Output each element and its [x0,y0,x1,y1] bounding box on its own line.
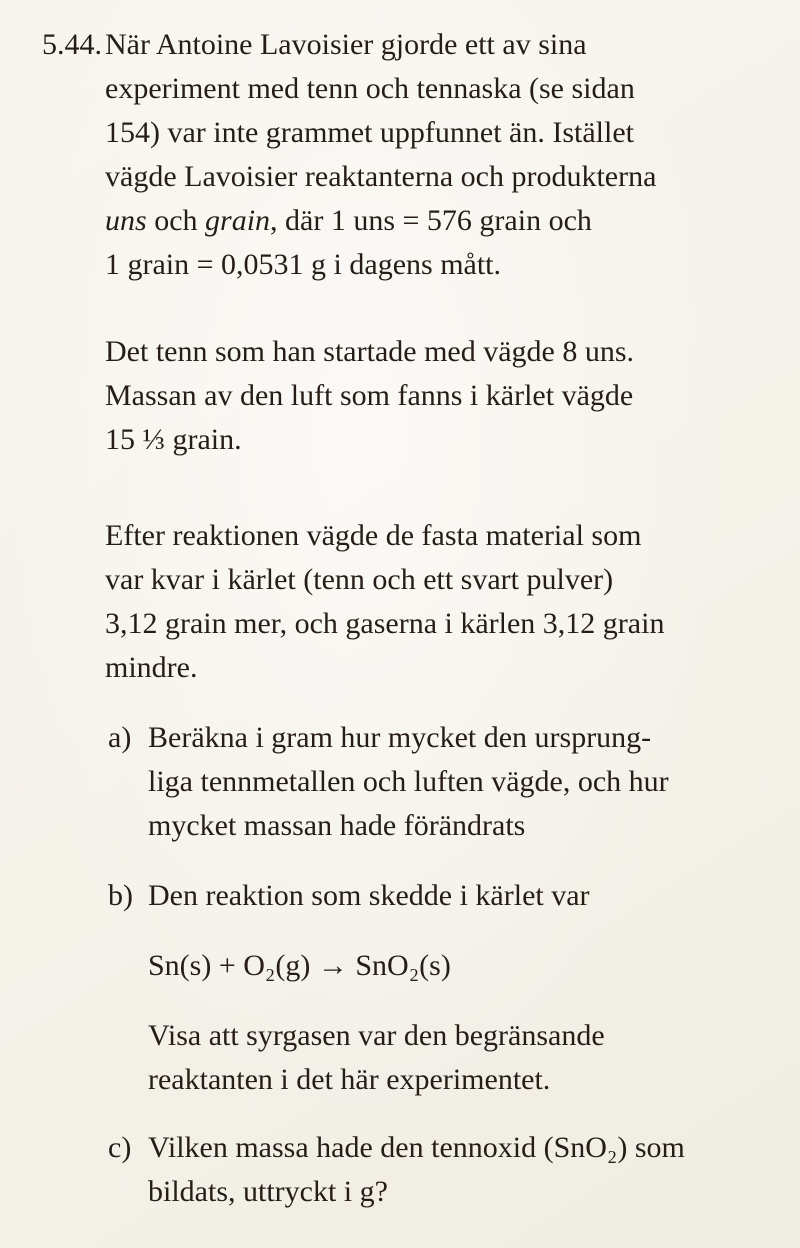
text-line: Beräkna i gram hur mycket den ursprung- [148,721,652,754]
text-line: Vilken massa hade den tennoxid (SnO₂) som [148,1131,685,1164]
text-line: Visa att syrgasen var den begränsande [148,1019,605,1052]
text-line: Den reaktion som skedde i kärlet var [148,879,590,912]
paragraph-starting-masses [105,330,800,462]
subquestion-a [0,716,800,848]
text-segment: och [146,204,206,237]
problem-intro-body [105,23,800,287]
italic-term-uns: uns [105,204,147,237]
text-line: mindre. [105,651,198,684]
text-segment: , där 1 uns = 576 grain och [270,204,592,237]
text-line: Massan av den luft som fanns i kärlet vägde [105,379,634,412]
subquestion-b-label: b) [108,879,133,912]
text-line: mycket massan hade förändrats [148,809,526,842]
text-line: När Antoine Lavoisier gjorde ett av sina [105,28,587,61]
text-line: 154) var inte grammet uppfunnet än. Istället [105,116,634,149]
text-line: bildats, uttryckt i g? [148,1175,388,1208]
text-line: var kvar i kärlet (tenn och ett svart pulver) [105,563,614,596]
subquestion-c [0,1126,800,1214]
subquestion-b [0,874,800,1102]
text-line: 15 ⅓ grain. [105,423,242,456]
text-line: liga tennmetallen och luften vägde, och hur [148,765,669,798]
text-line [105,199,800,243]
text-line: experiment med tenn och tennaska (se sidan [105,72,635,105]
text-line: 1 grain = 0,0531 g i dagens mått. [105,248,502,281]
text-line: vägde Lavoisier reaktanterna och produkterna [105,160,657,193]
subquestion-b-body [148,874,800,1102]
subquestion-a-label: a) [108,721,132,754]
subquestion-a-body [148,716,800,848]
chemical-equation: Sn(s) + O₂(g) → SnO₂(s) [148,949,451,982]
paragraph-after-reaction [105,514,800,690]
text-line: 3,12 grain mer, och gaserna i kärlen 3,12 grain [105,607,665,640]
problem-intro-paragraph [0,23,800,287]
subquestion-c-label: c) [108,1131,132,1164]
italic-term-grain: grain [205,204,271,237]
text-line: Det tenn som han startade med vägde 8 uns. [105,335,635,368]
subquestion-c-body [148,1126,800,1214]
text-line: Efter reaktionen vägde de fasta material som [105,519,642,552]
problem-number: 5.44. [42,28,102,61]
text-line: reaktanten i det här experimentet. [148,1063,551,1096]
